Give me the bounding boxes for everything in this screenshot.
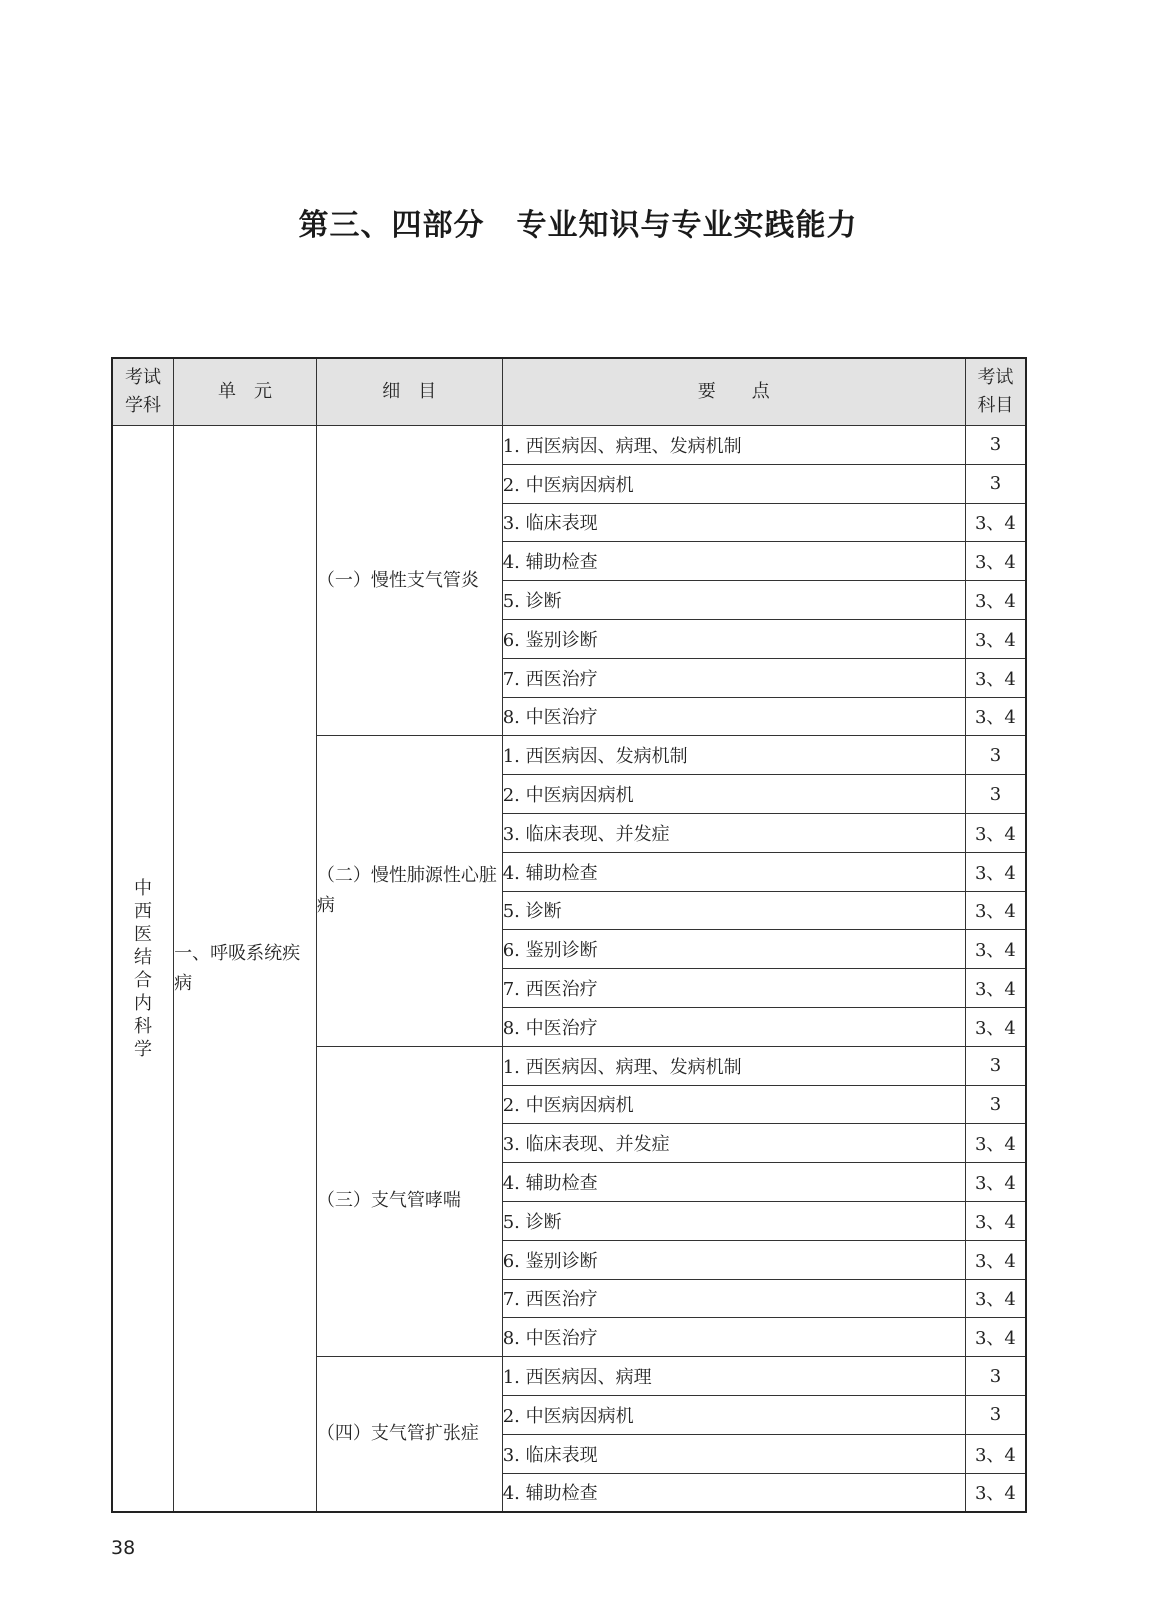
exam-subject-cell: 3、4: [965, 658, 1026, 697]
exam-subject-cell: 3、4: [965, 1201, 1026, 1240]
key-point-cell: 6. 鉴别诊断: [502, 619, 965, 658]
key-point-cell: 8. 中医治疗: [502, 1007, 965, 1046]
table-header-row: [112, 358, 1026, 426]
table-body: [112, 426, 1026, 1513]
key-point-cell: 2. 中医病因病机: [502, 464, 965, 503]
exam-subject-cell: 3、4: [965, 697, 1026, 736]
exam-subject-cell: 3、4: [965, 1434, 1026, 1473]
key-point-cell: 4. 辅助检查: [502, 542, 965, 581]
key-point-cell: 4. 辅助检查: [502, 1473, 965, 1512]
key-point-cell: 2. 中医病因病机: [502, 1085, 965, 1124]
exam-subject-cell: 3、4: [965, 503, 1026, 542]
key-point-cell: 3. 临床表现: [502, 1434, 965, 1473]
exam-subject-cell: 3、4: [965, 1163, 1026, 1202]
title-part-2: 专业知识与专业实践能力: [516, 208, 858, 243]
exam-subject-cell: 3: [965, 1085, 1026, 1124]
exam-subject-cell: 3、4: [965, 1318, 1026, 1357]
syllabus-table: [111, 357, 1027, 1513]
exam-subject-cell: 3、4: [965, 619, 1026, 658]
exam-subject-cell: 3、4: [965, 542, 1026, 581]
header-key-points: 要 点: [502, 358, 965, 426]
exam-subject-cell: 3: [965, 1046, 1026, 1085]
exam-subject-cell: 3、4: [965, 852, 1026, 891]
key-point-cell: 7. 西医治疗: [502, 1279, 965, 1318]
detail-cell: （四）支气管扩张症: [316, 1357, 502, 1513]
exam-subject-cell: 3、4: [965, 1240, 1026, 1279]
table-row: [112, 426, 1026, 465]
key-point-cell: 5. 诊断: [502, 581, 965, 620]
key-point-cell: 4. 辅助检查: [502, 1163, 965, 1202]
exam-subject-cell: 3、4: [965, 581, 1026, 620]
exam-subject-cell: 3、4: [965, 1279, 1026, 1318]
key-point-cell: 6. 鉴别诊断: [502, 930, 965, 969]
key-point-cell: 4. 辅助检查: [502, 852, 965, 891]
exam-subject-cell: 3、4: [965, 1007, 1026, 1046]
exam-discipline-cell: [112, 426, 174, 1513]
key-point-cell: 2. 中医病因病机: [502, 1395, 965, 1434]
header-exam-discipline: [112, 358, 174, 426]
key-point-cell: 7. 西医治疗: [502, 969, 965, 1008]
exam-subject-cell: 3: [965, 1357, 1026, 1396]
header-exam-discipline-line1: 考试: [125, 367, 162, 388]
exam-subject-cell: 3、4: [965, 891, 1026, 930]
detail-cell: （一）慢性支气管炎: [316, 426, 502, 736]
exam-subject-cell: 3: [965, 464, 1026, 503]
key-point-cell: 2. 中医病因病机: [502, 775, 965, 814]
exam-subject-cell: 3、4: [965, 1124, 1026, 1163]
exam-subject-cell: 3、4: [965, 969, 1026, 1008]
exam-subject-cell: 3: [965, 1395, 1026, 1434]
key-point-cell: 6. 鉴别诊断: [502, 1240, 965, 1279]
exam-subject-cell: 3: [965, 775, 1026, 814]
header-unit: 单 元: [174, 358, 317, 426]
detail-cell: （三）支气管哮喘: [316, 1046, 502, 1356]
key-point-cell: 3. 临床表现、并发症: [502, 813, 965, 852]
key-point-cell: 1. 西医病因、病理: [502, 1357, 965, 1396]
exam-subject-cell: 3: [965, 426, 1026, 465]
page-title: [0, 200, 1156, 244]
key-point-cell: 8. 中医治疗: [502, 1318, 965, 1357]
exam-discipline-label: 中西医结合内科学: [134, 877, 153, 1060]
key-point-cell: 5. 诊断: [502, 891, 965, 930]
key-point-cell: 1. 西医病因、发病机制: [502, 736, 965, 775]
title-part-1: 第三、四部分: [298, 208, 485, 243]
exam-subject-cell: 3、4: [965, 813, 1026, 852]
header-detail: 细 目: [316, 358, 502, 426]
unit-cell: 一、呼吸系统疾病: [174, 426, 317, 1513]
header-exam-discipline-line2: 学科: [125, 395, 162, 416]
key-point-cell: 3. 临床表现: [502, 503, 965, 542]
key-point-cell: 1. 西医病因、病理、发病机制: [502, 426, 965, 465]
exam-subject-cell: 3、4: [965, 1473, 1026, 1512]
key-point-cell: 8. 中医治疗: [502, 697, 965, 736]
key-point-cell: 5. 诊断: [502, 1201, 965, 1240]
exam-subject-cell: 3、4: [965, 930, 1026, 969]
key-point-cell: 7. 西医治疗: [502, 658, 965, 697]
page-number: 38: [111, 1537, 136, 1559]
header-exam-subject-line1: 考试: [977, 367, 1014, 388]
key-point-cell: 3. 临床表现、并发症: [502, 1124, 965, 1163]
header-exam-subject: [965, 358, 1026, 426]
key-point-cell: 1. 西医病因、病理、发病机制: [502, 1046, 965, 1085]
detail-cell: （二）慢性肺源性心脏病: [316, 736, 502, 1046]
exam-subject-cell: 3: [965, 736, 1026, 775]
header-exam-subject-line2: 科目: [977, 395, 1014, 416]
